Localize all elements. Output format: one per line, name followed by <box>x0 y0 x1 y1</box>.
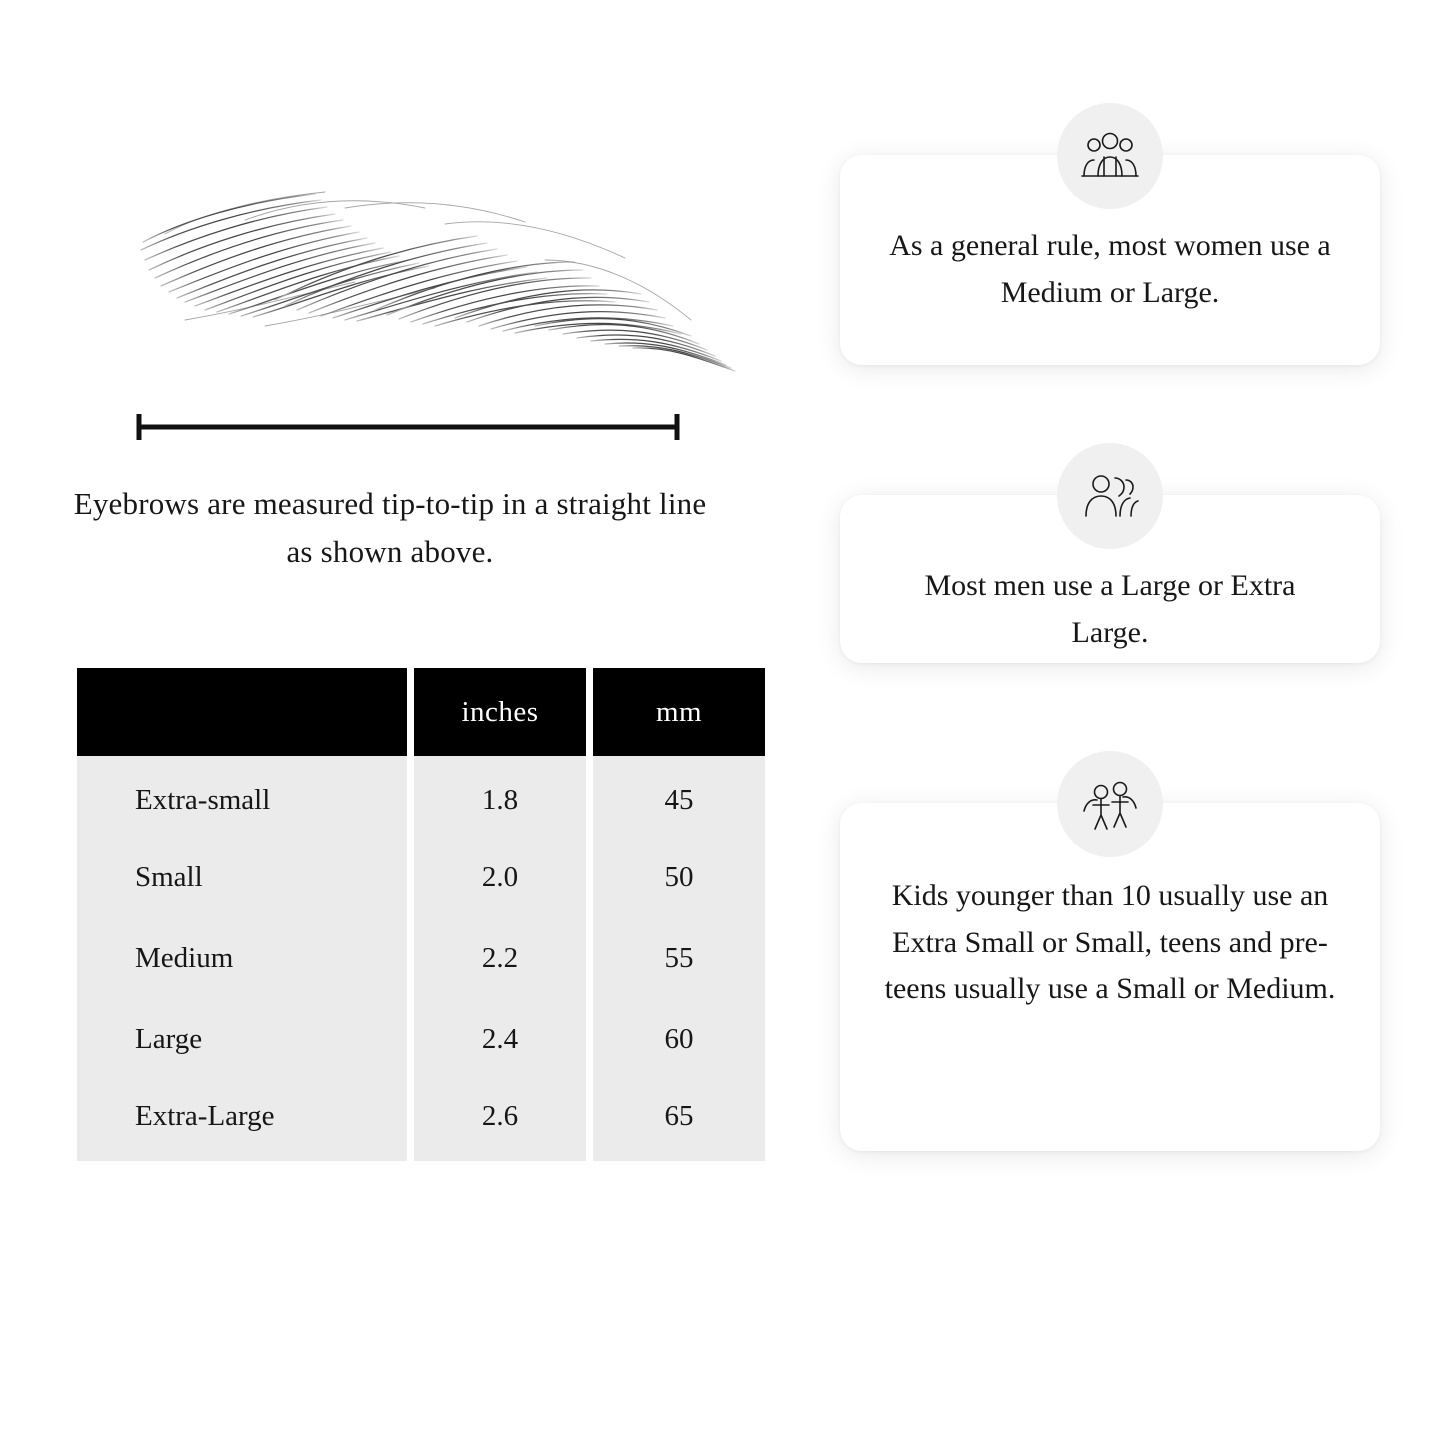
cell-mm: 45 <box>593 756 765 837</box>
kids-group-icon <box>1057 751 1163 857</box>
eyebrow-figure <box>125 150 745 450</box>
table-row <box>77 918 765 999</box>
left-column <box>70 150 770 1161</box>
size-table <box>70 668 772 1161</box>
measurement-line-icon <box>133 412 683 442</box>
cell-mm: 60 <box>593 999 765 1080</box>
note-card-women <box>840 155 1380 365</box>
note-text: As a general rule, most women use a Medium or Large. <box>889 229 1331 309</box>
note-card-men <box>840 495 1380 663</box>
cell-inches: 2.6 <box>414 1080 586 1161</box>
column-header-name <box>77 668 407 756</box>
cell-size-name: Small <box>77 837 407 918</box>
eyebrow-icon <box>125 150 745 380</box>
cell-size-name: Extra-Large <box>77 1080 407 1161</box>
note-text: Most men use a Large or Extra Large. <box>924 569 1296 649</box>
table-body <box>77 756 765 1161</box>
women-group-icon <box>1057 103 1163 209</box>
cell-size-name: Medium <box>77 918 407 999</box>
cell-size-name: Large <box>77 999 407 1080</box>
column-header-inches: inches <box>414 668 586 756</box>
cell-inches: 1.8 <box>414 756 586 837</box>
table-row <box>77 999 765 1080</box>
table-row <box>77 1080 765 1161</box>
cell-mm: 50 <box>593 837 765 918</box>
notes-column <box>840 155 1380 1241</box>
cell-mm: 65 <box>593 1080 765 1161</box>
cell-inches: 2.2 <box>414 918 586 999</box>
note-card-kids <box>840 803 1380 1151</box>
table-header <box>77 668 765 756</box>
column-header-mm: mm <box>593 668 765 756</box>
table-row <box>77 756 765 837</box>
table-row <box>77 837 765 918</box>
men-group-icon <box>1057 443 1163 549</box>
note-text: Kids younger than 10 usually use an Extra Small or Small, teens and pre-teens usually use a Small or Medium. <box>884 879 1336 1005</box>
table-header-row <box>77 668 765 756</box>
cell-mm: 55 <box>593 918 765 999</box>
cell-inches: 2.4 <box>414 999 586 1080</box>
figure-caption: Eyebrows are measured tip-to-tip in a straight line as shown above. <box>73 486 707 570</box>
cell-inches: 2.0 <box>414 837 586 918</box>
cell-size-name: Extra-small <box>77 756 407 837</box>
